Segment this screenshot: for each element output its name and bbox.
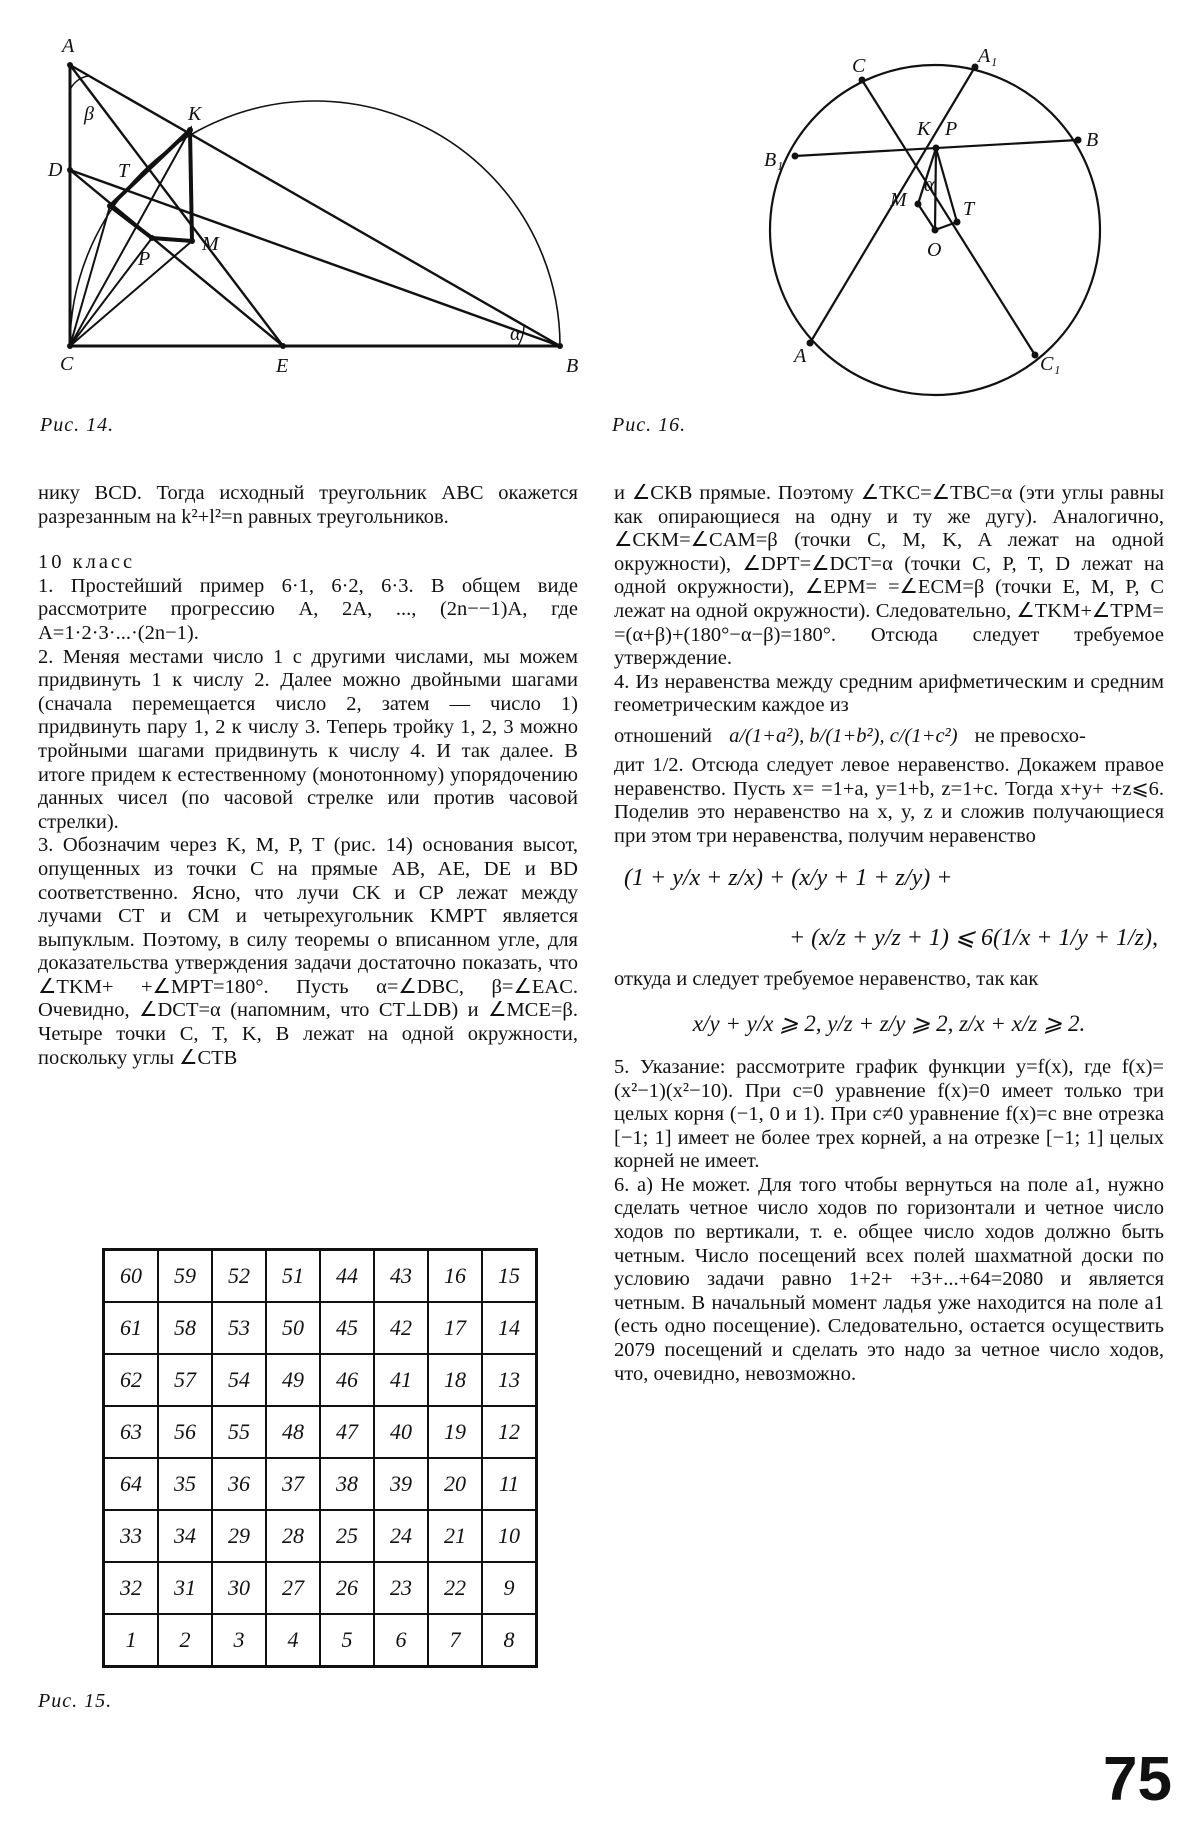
fig16-label-A: A — [794, 345, 807, 367]
grid-cell: 26 — [320, 1562, 374, 1614]
left-column — [38, 482, 578, 1070]
fig16-label-C1: C₁ — [1040, 353, 1061, 375]
grid-cell: 1 — [104, 1614, 159, 1667]
grid-cell: 25 — [320, 1510, 374, 1562]
caption-fig-16: Рис. 16. — [612, 414, 687, 436]
grid-row — [104, 1250, 537, 1303]
grid-cell: 23 — [374, 1562, 428, 1614]
fig16-label-B: B — [1086, 129, 1099, 151]
fig14-label-alpha: α — [510, 323, 521, 345]
equation-2: + (x/z + y/z + 1) ⩽ 6(1/x + 1/y + 1/z), — [788, 925, 1158, 952]
grid-cell: 63 — [104, 1406, 159, 1458]
grid-cell: 54 — [212, 1354, 266, 1406]
left-continuation-paragraph: нику BCD. Тогда исходный треугольник ABC окажется разрезанным на k²+l²=n равных треугольников. — [38, 482, 578, 528]
grid-cell: 61 — [104, 1302, 159, 1354]
grid-cell: 41 — [374, 1354, 428, 1406]
answer-5: 5. Указание: рассмотрите график функции y=f(x), где f(x)=(x²−1)(x²−10). При c=0 уравнение f(x)=0 имеет только три целых корня (−1, 0 и 1). При c≠0 уравнение f(x)=c вне отрезка [−1; 1] имеет не более трех корней, а на отрезке [−1; 1] целых корней не имеет. — [614, 1055, 1164, 1173]
fig16-label-M: M — [890, 189, 907, 211]
fig14-label-P: P — [138, 248, 151, 270]
grid-cell: 44 — [320, 1250, 374, 1303]
fig16-label-K: K — [917, 118, 931, 140]
grid-cell: 8 — [482, 1614, 537, 1667]
fractions: a/(1+a²), b/(1+b²), c/(1+c²) — [729, 724, 958, 747]
answer-2: 2. Меняя местами число 1 с другими числами, мы можем придвинуть 1 к числу 2. Далее можно двойными шагами (сначала перемещается число 2, затем — число 1) придвинуть пару 1, 2 к числу 3. Теперь тройку 1, 2, 3 можно тройными шагами придвинуть к числу 4. И так далее. В итоге придем к естественному (монотонному) упорядочению данных чисел (по часовой стрелке или против часовой стрелки). — [38, 645, 578, 833]
grid-row — [104, 1458, 537, 1510]
grid-cell: 42 — [374, 1302, 428, 1354]
grid-cell: 27 — [266, 1562, 320, 1614]
answer-4-body: дит 1/2. Отсюда следует левое неравенство. Докажем правое неравенство. Пусть x= =1+a, y=1+b, z=1+c. Тогда x+y+ +z⩽6. Поделив это неравенство на x, y, z и сложив получающиеся при этом три неравенства, получим неравенство — [614, 753, 1164, 847]
caption-fig-14: Рис. 14. — [40, 414, 115, 436]
grid-cell: 24 — [374, 1510, 428, 1562]
fig16-label-P: P — [945, 118, 958, 140]
grid-cell: 21 — [428, 1510, 482, 1562]
grid-cell: 49 — [266, 1354, 320, 1406]
grid-cell: 31 — [158, 1562, 212, 1614]
grid-row — [104, 1302, 537, 1354]
answer-6: 6. а) Не может. Для того чтобы вернуться на поле a1, нужно сделать четное число ходов по горизонтали и четное число ходов по вертикали, т. е. общее число ходов должно быть четным. Число посещений всех полей шахматной доски по условию задачи равно 1+2+ +3+...+64=2080 и является четным. В начальный момент ладья уже находится на поле a1 (есть одно посещение). Следовательно, остается осуществить 2079 посещений и сделать это надо за четное число ходов, что, очевидно, невозможно. — [614, 1173, 1164, 1385]
grid-cell: 51 — [266, 1250, 320, 1303]
grid-cell: 30 — [212, 1562, 266, 1614]
grid-cell: 13 — [482, 1354, 537, 1406]
grid-cell: 10 — [482, 1510, 537, 1562]
grid-cell: 4 — [266, 1614, 320, 1667]
grid-cell: 38 — [320, 1458, 374, 1510]
answer-4-intro: 4. Из неравенства между средним арифметическим и средним геометрическим каждое из — [614, 670, 1164, 717]
figure-15-grid — [102, 1248, 538, 1668]
grid-cell: 28 — [266, 1510, 320, 1562]
figure-14 — [40, 20, 600, 390]
answer-3: 3. Обозначим через K, M, P, T (рис. 14) основания высот, опущенных из точки C на прямые AB, AE, DE и BD соответственно. Ясно, что лучи CK и CP лежат между лучами CT и CM и четырехугольник KMPT является выпуклым. Поэтому, в силу теоремы о вписанном угле, для доказательства утверждения задачи достаточно показать, что ∠TKM+ +∠MPT=180°. Пусть α=∠DBC, β=∠EAC. Очевидно, ∠DCT=α (напомним, что CT⊥DB) и ∠MCE=β. Четыре точки C, T, K, B лежат на одной окружности, поскольку углы ∠CTB — [38, 834, 578, 1069]
fig14-label-E: E — [276, 355, 289, 377]
figure-16 — [740, 40, 1120, 400]
grid-cell: 57 — [158, 1354, 212, 1406]
grid-cell: 32 — [104, 1562, 159, 1614]
page-number: 75 — [1103, 1745, 1172, 1814]
grid-cell: 43 — [374, 1250, 428, 1303]
grid-cell: 3 — [212, 1614, 266, 1667]
grid-cell: 6 — [374, 1614, 428, 1667]
grid-cell: 58 — [158, 1302, 212, 1354]
grid-cell: 17 — [428, 1302, 482, 1354]
answer-4-conclusion: откуда и следует требуемое неравенство, так как — [614, 968, 1039, 991]
grid-cell: 36 — [212, 1458, 266, 1510]
fig14-label-beta: β — [84, 103, 94, 125]
fig14-label-M: M — [202, 233, 219, 255]
fig14-label-B: B — [566, 355, 579, 377]
grid-cell: 35 — [158, 1458, 212, 1510]
grid-row — [104, 1406, 537, 1458]
grid-cell: 52 — [212, 1250, 266, 1303]
grid-cell: 14 — [482, 1302, 537, 1354]
grid-row — [104, 1354, 537, 1406]
grid-cell: 50 — [266, 1302, 320, 1354]
grid-cell: 15 — [482, 1250, 537, 1303]
grid-cell: 5 — [320, 1614, 374, 1667]
fig14-label-D: D — [48, 159, 63, 181]
fractions-lead: отношений — [614, 724, 712, 747]
fig14-label-K: K — [188, 103, 202, 125]
grid-row — [104, 1562, 537, 1614]
grid-cell: 20 — [428, 1458, 482, 1510]
grid-cell: 16 — [428, 1250, 482, 1303]
fig14-label-A: A — [62, 35, 75, 57]
grid-cell: 39 — [374, 1458, 428, 1510]
grid-cell: 11 — [482, 1458, 537, 1510]
grid-cell: 40 — [374, 1406, 428, 1458]
answer-4-fractions-line — [614, 718, 1164, 754]
grid-cell: 18 — [428, 1354, 482, 1406]
grid-cell: 12 — [482, 1406, 537, 1458]
right-column — [614, 482, 1164, 1386]
grid-row — [104, 1614, 537, 1667]
fractions-tail: не превосхо- — [974, 724, 1086, 747]
grid-cell: 55 — [212, 1406, 266, 1458]
answer-3-continuation: и ∠CKB прямые. Поэтому ∠TKC=∠TBC=α (эти углы равны как опирающиеся на одну и ту же дугу). Аналогично, ∠CKM=∠CAM=β (точки C, M, K, A лежат на одной окружности), ∠DPT=∠DCT=α (точки C, P, T, D лежат на одной окружности), ∠EPM= =∠ECM=β (точки E, M, P, C лежат на одной окружности). Следовательно, ∠TKM+∠TPM= =(α+β)+(180°−α−β)=180°. Отсюда следует требуемое утверждение. — [614, 482, 1164, 670]
grid-cell: 2 — [158, 1614, 212, 1667]
fig16-label-alpha: α — [924, 174, 935, 196]
fig16-label-B1: B₁ — [764, 149, 784, 171]
grid-cell: 47 — [320, 1406, 374, 1458]
equation-1: (1 + y/x + z/x) + (x/y + 1 + z/y) + — [624, 865, 953, 892]
fig16-label-O: O — [927, 239, 942, 261]
fig16-label-C: C — [852, 55, 866, 77]
grid-cell: 19 — [428, 1406, 482, 1458]
fig14-label-T: T — [118, 160, 130, 182]
grid-cell: 59 — [158, 1250, 212, 1303]
grid-cell: 60 — [104, 1250, 159, 1303]
grid-cell: 62 — [104, 1354, 159, 1406]
grid-cell: 34 — [158, 1510, 212, 1562]
grid-cell: 46 — [320, 1354, 374, 1406]
section-heading-10-class: 10 класс — [38, 551, 136, 574]
grid-cell: 29 — [212, 1510, 266, 1562]
grid-cell: 56 — [158, 1406, 212, 1458]
grid-cell: 7 — [428, 1614, 482, 1667]
answer-1: 1. Простейший пример 6·1, 6·2, 6·3. В общем виде рассмотрите прогрессию A, 2A, ..., (2n−−1)A, где A=1·2·3·...·(2n−1). — [38, 574, 578, 644]
grid-cell: 33 — [104, 1510, 159, 1562]
grid-cell: 48 — [266, 1406, 320, 1458]
semicircle-arc — [70, 101, 560, 346]
grid-cell: 22 — [428, 1562, 482, 1614]
fig14-label-C: C — [60, 353, 74, 375]
equation-3: x/y + y/x ⩾ 2, y/z + z/y ⩾ 2, z/x + x/z ⩾ 2. — [692, 1010, 1086, 1036]
fig16-label-T: T — [963, 198, 975, 220]
grid-cell: 53 — [212, 1302, 266, 1354]
grid-cell: 37 — [266, 1458, 320, 1510]
grid-cell: 64 — [104, 1458, 159, 1510]
grid-row — [104, 1510, 537, 1562]
grid-cell: 9 — [482, 1562, 537, 1614]
fig16-label-A1: A₁ — [978, 45, 998, 67]
grid-cell: 45 — [320, 1302, 374, 1354]
caption-fig-15: Рис. 15. — [38, 1690, 113, 1712]
